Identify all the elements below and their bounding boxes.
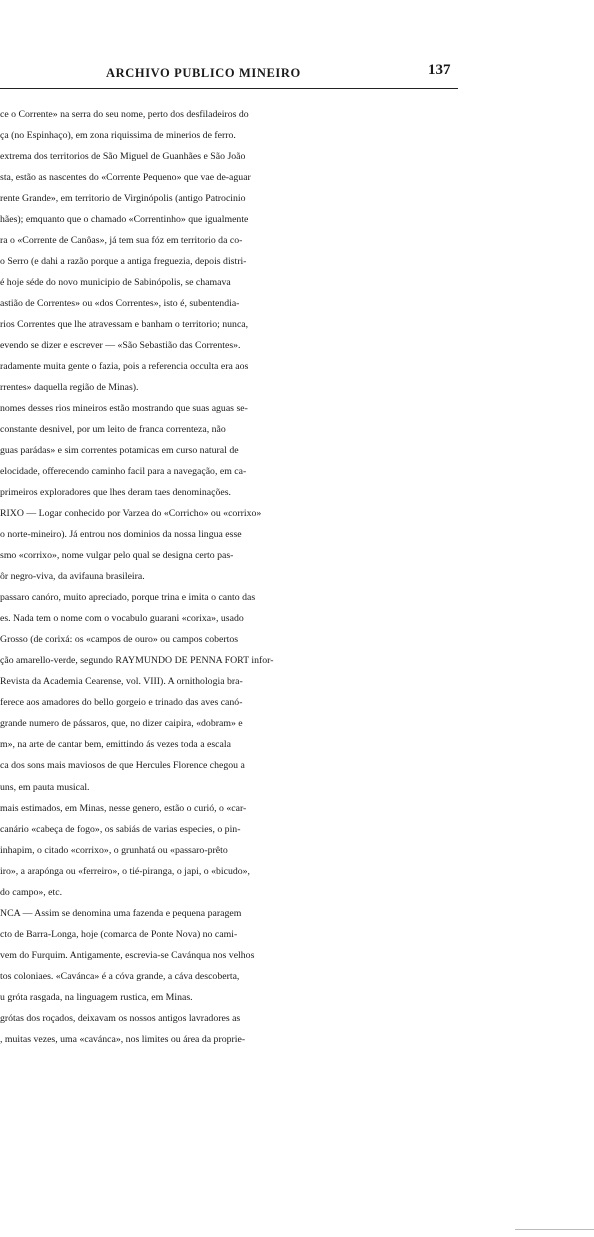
text-line: RIXO — Logar conhecido por Varzea do «Corricho» ou «corrixo»	[0, 508, 262, 520]
text-line: rios Correntes que lhe atravessam e banham o territorio; nunca,	[0, 319, 249, 331]
text-line: smo «corrixo», nome vulgar pelo qual se designa certo pas-	[0, 550, 234, 562]
text-line: inhapim, o citado «corrixo», o grunhatá ou «passaro-prêto	[0, 844, 228, 856]
text-line: m», na arte de cantar bem, emittindo ás vezes toda a escala	[0, 739, 231, 751]
text-line: do campo», etc.	[0, 886, 63, 898]
text-line: o Serro (e dahi a razão porque a antiga freguezia, depois distri-	[0, 256, 247, 268]
text-line: mais estimados, em Minas, nesse genero, estão o curió, o «car-	[0, 802, 247, 814]
text-line: cto de Barra-Longa, hoje (comarca de Ponte Nova) no cami-	[0, 928, 238, 940]
text-line: o norte-mineiro). Já entrou nos dominios da nossa lingua esse	[0, 529, 242, 541]
text-line: canário «cabeça de fogo», os sabiás de varias especies, o pin-	[0, 823, 241, 835]
text-line: vem do Furquim. Antigamente, escrevia-se Cavánqua nos velhos	[0, 949, 255, 961]
text-line: rrentes» daquella região de Minas).	[0, 382, 139, 394]
running-title: ARCHIVO PUBLICO MINEIRO	[106, 66, 301, 80]
text-line: iro», a arapónga ou «ferreiro», o tié-piranga, o japi, o «bicudo»,	[0, 865, 251, 877]
text-line: guas parádas» e sim correntes potamicas em curso natural de	[0, 445, 239, 457]
text-line: ce o Corrente» na serra do seu nome, perto dos desfiladeiros do	[0, 109, 249, 120]
page-number: 137	[428, 62, 451, 78]
text-line: astião de Correntes» ou «dos Correntes», isto é, subentendia-	[0, 298, 240, 310]
text-line: Revista da Academia Cearense, vol. VIII). A ornithologia bra-	[0, 676, 243, 688]
text-line: ferece aos amadores do bello gorgeio e trinado das aves canó-	[0, 697, 243, 709]
text-line: é hoje séde do novo municipio de Sabinópolis, se chamava	[0, 277, 231, 289]
text-line: nomes desses rios mineiros estão mostrando que suas aguas se-	[0, 403, 248, 415]
bottom-edge-mark	[515, 1229, 594, 1230]
text-line: es. Nada tem o nome com o vocabulo guarani «corixa», usado	[0, 613, 244, 625]
text-line: , muitas vezes, uma «cavánca», nos limites ou área da proprie-	[0, 1033, 246, 1045]
text-line: tos coloniaes. «Cavánca» é a cóva grande, a cáva descoberta,	[0, 970, 240, 982]
text-column	[0, 104, 480, 1050]
text-line: u gróta rasgada, na linguagem rustica, em Minas.	[0, 991, 193, 1003]
text-line: ca dos sons mais maviosos de que Hercules Florence chegou a	[0, 760, 245, 772]
header-rule	[0, 88, 458, 89]
text-line: evendo se dizer e escrever — «São Sebastião das Correntes».	[0, 340, 241, 352]
text-line: elocidade, offerecendo caminho facil para a navegação, em ca-	[0, 466, 247, 478]
text-line: ça (no Espinhaço), em zona riquissima de minerios de ferro.	[0, 130, 236, 142]
text-line: rente Grande», em territorio de Virginópolis (antigo Patrocinio	[0, 193, 246, 205]
text-line: sta, estão as nascentes do «Corrente Pequeno» que vae de-aguar	[0, 172, 251, 184]
text-line: extrema dos territorios de São Miguel de Guanhães e São João	[0, 151, 246, 163]
text-line: Grosso (de corixá: os «campos de ouro» ou campos cobertos	[0, 634, 239, 646]
text-line: ôr negro-viva, da avifauna brasileira.	[0, 571, 145, 583]
page-header	[0, 62, 458, 84]
text-line: NCA — Assim se denomina uma fazenda e pequena paragem	[0, 907, 242, 919]
text-line: grande numero de pássaros, que, no dizer caipira, «dobram» e	[0, 718, 243, 730]
text-line: constante desnivel, por um leito de franca correnteza, não	[0, 424, 226, 436]
text-line: hães); emquanto que o chamado «Correntinho» que igualmente	[0, 214, 249, 226]
text-line: primeiros exploradores que lhes deram taes denominações.	[0, 487, 231, 499]
text-line: ção amarello-verde, segundo RAYMUNDO DE PENNA FORT infor-	[0, 655, 274, 667]
text-line: uns, em pauta musical.	[0, 781, 90, 793]
text-line: grótas dos roçados, deixavam os nossos antigos lavradores as	[0, 1012, 241, 1024]
text-line: passaro canóro, muito apreciado, porque trina e imita o canto das	[0, 592, 256, 604]
text-line: ra o «Corrente de Canôas», já tem sua fóz em territorio da co-	[0, 235, 243, 247]
text-line: radamente muita gente o fazia, pois a referencia occulta era aos	[0, 361, 249, 373]
